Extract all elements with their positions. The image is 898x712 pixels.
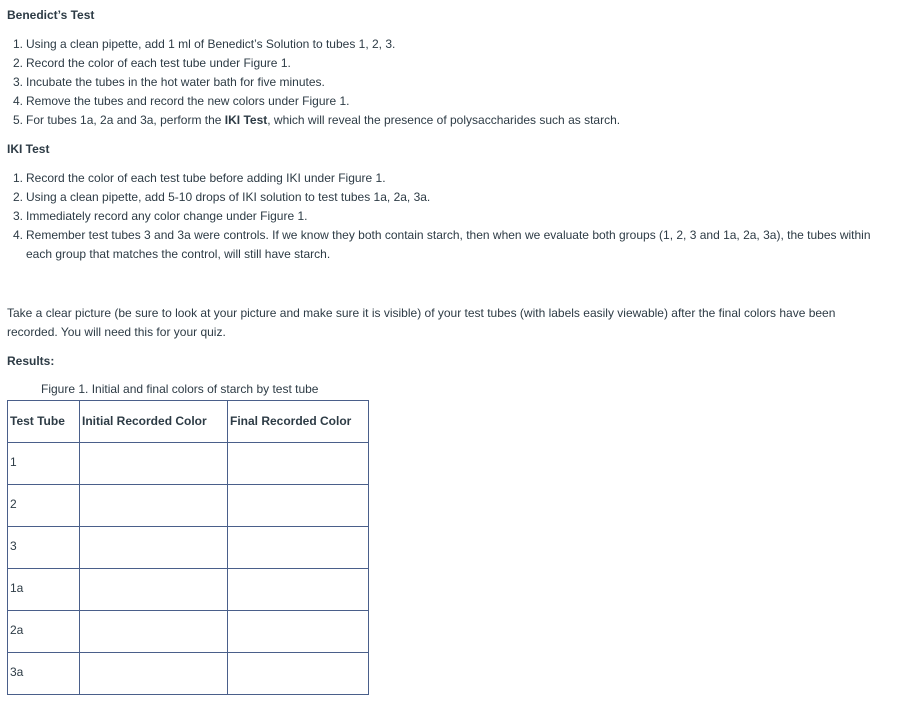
step-number: 2. (13, 190, 24, 204)
list-item (7, 111, 887, 130)
final-color-cell[interactable] (228, 485, 369, 527)
step-number: 3. (13, 209, 24, 223)
column-header-final-color: Final Recorded Color (228, 401, 369, 443)
list-item (7, 207, 887, 226)
list-item (7, 226, 887, 264)
benedict-test-heading: Benedict’s Test (7, 8, 95, 22)
results-heading: Results: (7, 354, 55, 368)
table-row (8, 569, 369, 611)
iki-test-bold: IKI Test (224, 113, 268, 127)
tube-label-cell: 2a (8, 611, 80, 653)
step-text: Record the color of each test tube before adding IKI under Figure 1. (26, 171, 386, 185)
initial-color-cell[interactable] (80, 569, 228, 611)
initial-color-cell[interactable] (80, 527, 228, 569)
step-number: 5. (13, 113, 24, 127)
iki-steps-list (7, 169, 887, 264)
table-row (8, 443, 369, 485)
step-text: Immediately record any color change under Figure 1. (26, 209, 308, 223)
final-color-cell[interactable] (228, 527, 369, 569)
step-text: Remember test tubes 3 and 3a were controls. If we know they both contain starch, then when we evaluate both groups (1, 2, 3 and 1a, 2a, 3a), the tubes within each group that matches the control, will still have starch. (26, 228, 871, 261)
column-header-initial-color: Initial Recorded Color (80, 401, 228, 443)
initial-color-cell[interactable] (80, 443, 228, 485)
step-number: 2. (13, 56, 24, 70)
final-color-cell[interactable] (228, 443, 369, 485)
table-row (8, 485, 369, 527)
table-header-row (8, 401, 369, 443)
tube-label-cell: 1 (8, 443, 80, 485)
initial-color-cell[interactable] (80, 611, 228, 653)
step-text: Using a clean pipette, add 5-10 drops of IKI solution to test tubes 1a, 2a, 3a. (26, 190, 431, 204)
iki-test-heading: IKI Test (7, 142, 50, 156)
table-row (8, 653, 369, 695)
benedict-steps-list (7, 35, 887, 130)
step-number: 1. (13, 37, 24, 51)
results-table (7, 400, 369, 695)
tube-label-cell: 3 (8, 527, 80, 569)
step-text: Using a clean pipette, add 1 ml of Benedict’s Solution to tubes 1, 2, 3. (26, 37, 396, 51)
step-text: Incubate the tubes in the hot water bath for five minutes. (26, 75, 325, 89)
initial-color-cell[interactable] (80, 653, 228, 695)
step-number: 3. (13, 75, 24, 89)
tube-label-cell: 2 (8, 485, 80, 527)
column-header-test-tube: Test Tube (8, 401, 80, 443)
picture-instructions: Take a clear picture (be sure to look at your picture and make sure it is visible) of your test tubes (with labels easily viewable) after the final colors have been recorded. You will need this for your quiz. (7, 306, 836, 339)
step-number: 4. (13, 228, 24, 242)
figure-caption: Figure 1. Initial and final colors of starch by test tube (41, 382, 319, 396)
step-text: For tubes 1a, 2a and 3a, perform the (26, 113, 225, 127)
final-color-cell[interactable] (228, 569, 369, 611)
tube-label-cell: 3a (8, 653, 80, 695)
list-item (7, 73, 887, 92)
table-row (8, 611, 369, 653)
step-text: Remove the tubes and record the new colors under Figure 1. (26, 94, 350, 108)
list-item (7, 54, 887, 73)
tube-label-cell: 1a (8, 569, 80, 611)
initial-color-cell[interactable] (80, 485, 228, 527)
list-item (7, 92, 887, 111)
final-color-cell[interactable] (228, 653, 369, 695)
step-number: 1. (13, 171, 24, 185)
step-number: 4. (13, 94, 24, 108)
list-item (7, 169, 887, 188)
table-row (8, 527, 369, 569)
step-text: , which will reveal the presence of polysaccharides such as starch. (267, 113, 621, 127)
list-item (7, 188, 887, 207)
list-item (7, 35, 887, 54)
step-text: Record the color of each test tube under Figure 1. (26, 56, 291, 70)
final-color-cell[interactable] (228, 611, 369, 653)
